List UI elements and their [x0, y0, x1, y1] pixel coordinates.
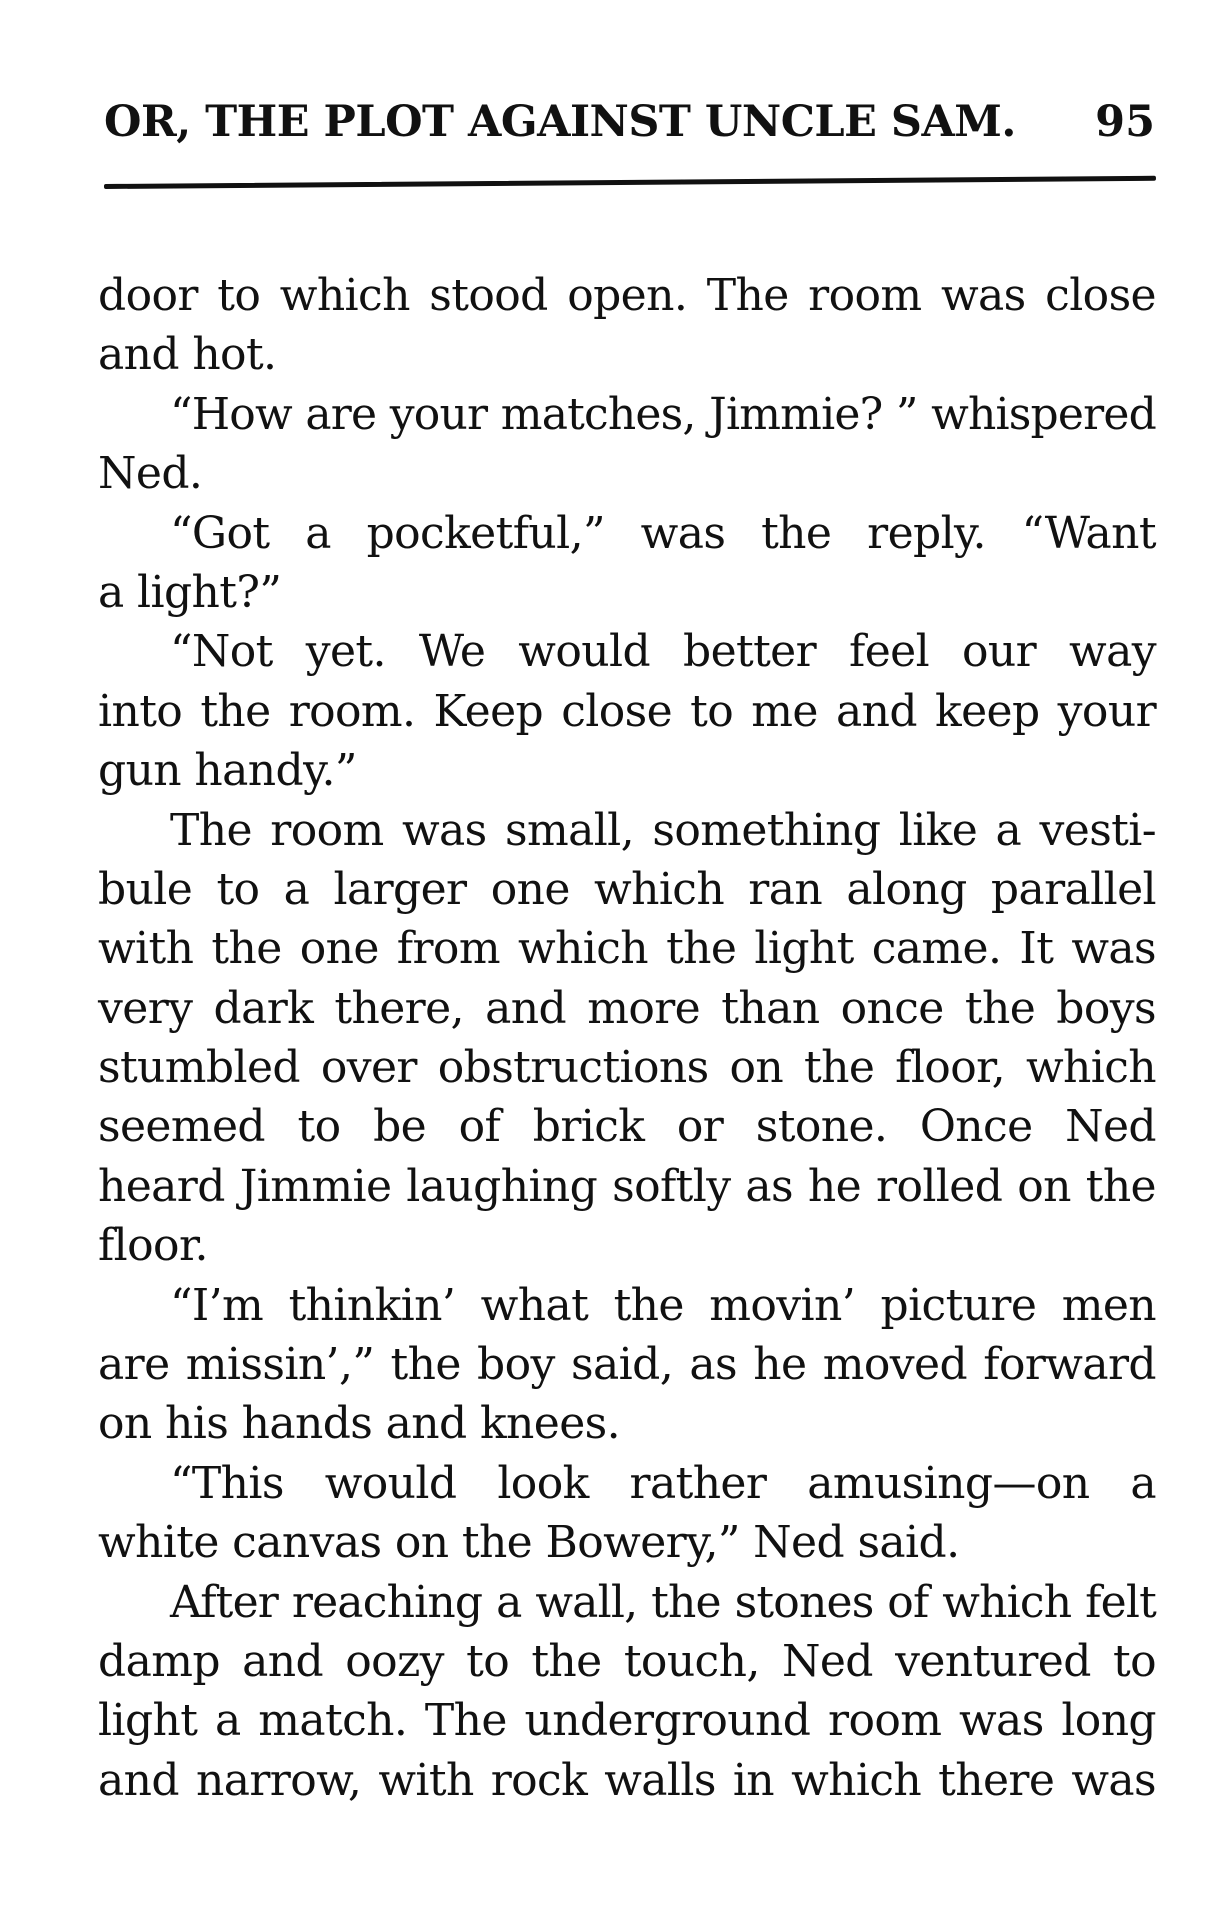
text-line: Ned. [98, 448, 203, 500]
text-line: are missin’,” the boy said, as he moved forward [98, 1339, 1156, 1391]
text-line: on his hands and knees. [98, 1398, 620, 1450]
text-line: very dark there, and more than once the boys [98, 982, 1156, 1034]
text-line: light a match. The underground room was long [98, 1695, 1156, 1747]
text-line: floor. [98, 1220, 208, 1272]
page-number: 95 [1095, 97, 1155, 147]
text-line: gun handy.” [98, 745, 357, 797]
text-line: The room was small, something like a vesti- [170, 804, 1156, 856]
text-line: heard Jimmie laughing softly as he rolled on the [98, 1160, 1156, 1212]
text-line: bule to a larger one which ran along parallel [98, 863, 1156, 915]
text-line: into the room. Keep close to me and keep your [98, 685, 1156, 737]
text-line: and narrow, with rock walls in which there was [98, 1754, 1156, 1806]
text-line: with the one from which the light came. It was [98, 923, 1156, 975]
text-line: damp and oozy to the touch, Ned ventured to [98, 1635, 1156, 1687]
text-line: “Not yet. We would better feel our way [170, 626, 1156, 678]
text-line: “I’m thinkin’ what the movin’ picture men [170, 1279, 1156, 1331]
running-title: OR, THE PLOT AGAINST UNCLE SAM. [104, 97, 1016, 147]
running-head [104, 92, 1155, 152]
text-line: door to which stood open. The room was close [98, 270, 1156, 321]
text-line: a light?” [98, 566, 282, 618]
text-line: and hot. [98, 329, 277, 381]
text-line: seemed to be of brick or stone. Once Ned [98, 1101, 1156, 1153]
text-line: After reaching a wall, the stones of which felt [170, 1576, 1156, 1628]
text-line: white canvas on the Bowery,” Ned said. [98, 1517, 960, 1569]
header-rule [104, 176, 1156, 189]
text-line: stumbled over obstructions on the floor, which [98, 1042, 1156, 1094]
body-text [98, 266, 1156, 1810]
text-line: “This would look rather amusing—on a [170, 1457, 1156, 1509]
text-line: “Got a pocketful,” was the reply. “Want [170, 507, 1156, 559]
text-line: “How are your matches, Jimmie? ” whispered [170, 388, 1156, 440]
